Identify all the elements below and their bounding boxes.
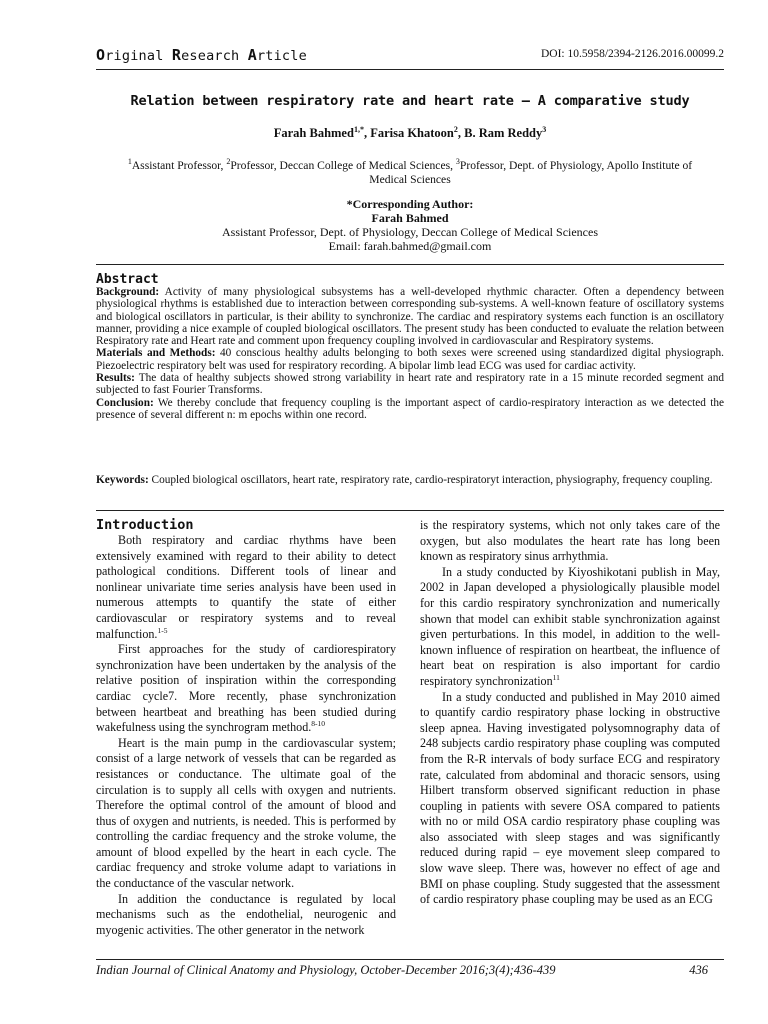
article-type: Original Research Article bbox=[96, 46, 307, 64]
page-header bbox=[96, 46, 724, 66]
section-text: Activity of many physiological subsystems has a well-developed rhythmic character. Often a dependency between physiological rhythms is established due to interaction between corresponding sub-systems. A well-known feature of oscillatory systems and biological oscillators in particular, is their ability to synchronize. The cardiac and respiratory systems each function is an oscillatory manner, providing a nice example of coupled biological oscillators. The present study has been conducted to evaluate the relation between Respiratory rate and Heart rate and comment upon frequency coupling involved in cardiovascular and Respiratory systems. bbox=[96, 286, 724, 348]
paragraph bbox=[96, 533, 396, 642]
body-rule bbox=[96, 510, 724, 511]
author-name: Farisa Khatoon bbox=[370, 126, 454, 141]
corresponding-position: Assistant Professor, Dept. of Physiology, Deccan College of Medical Sciences bbox=[222, 225, 598, 239]
paragraph-text: First approaches for the study of cardiorespiratory synchronization have been undertaken by the analysis of the relative position of inspiration within the corresponding cardiac cycle7. More recently, phase synchronization between heartbeat and breathing has been studied during wakefulness using the synchrogram method. bbox=[96, 642, 396, 735]
corresponding-author bbox=[96, 197, 724, 253]
left-column bbox=[96, 518, 396, 938]
page-footer bbox=[96, 963, 716, 978]
article-title: Relation between respiratory rate and heart rate – A comparative study bbox=[130, 93, 690, 109]
affiliation-mark: 2 bbox=[226, 157, 231, 166]
paragraph bbox=[420, 565, 720, 690]
introduction-heading: Introduction bbox=[96, 517, 194, 533]
keywords-label: Keywords: bbox=[96, 474, 149, 486]
section-text: 40 conscious healthy adults belonging to both sexes were screened using standardized digital physiograph. Piezoelectric respiratory belt was used for respiratory recording. A bipolar limb lead ECG was used for cardiac activity. bbox=[96, 347, 724, 372]
affiliation-mark: 3 bbox=[455, 157, 460, 166]
affiliation-text: Professor, Deccan College of Medical Sciences, bbox=[230, 158, 456, 172]
keywords bbox=[96, 474, 724, 487]
paragraph: Heart is the main pump in the cardiovascular system; consist of a large network of vessels that can be regarded as resistances or conductance. The ultimate goal of the circulation is to supply all cells with oxygen and nutrients. Therefore the optimal control of the amount of blood and thus of oxygen and nutrients, is needed. This is performed by controlling the cardiac frequency and the stroke volume, the amount of blood expelled by the heart in each cycle. The cardiac frequency and stroke volume adapt to variations in the conductance of the vascular network. bbox=[96, 735, 396, 891]
abstract-results bbox=[96, 372, 724, 397]
paragraph-text: Both respiratory and cardiac rhythms have been extensively examined with regard to their ability to detect pathological conditions. Different tools of linear and nonlinear univariate time series analysis have been used in numerous attempts to quantify the state of either cardiovascular or respiratory systems and to reveal malfunction. bbox=[96, 533, 396, 641]
corresponding-name: Farah Bahmed bbox=[371, 211, 449, 225]
citation-ref: 1-5 bbox=[157, 625, 168, 635]
abstract-rule bbox=[96, 264, 724, 265]
section-text: The data of healthy subjects showed strong variability in heart rate and respiratory rate in a 15 minute recorded segment and subjected to fast Fourier Transforms. bbox=[96, 372, 724, 397]
journal-citation: Indian Journal of Clinical Anatomy and Physiology, October-December 2016;3(4);436-439 bbox=[96, 963, 556, 977]
section-label: Background: bbox=[96, 286, 160, 298]
keywords-text: Coupled biological oscillators, heart rate, respiratory rate, cardio-respiratoryt interaction, physiography, frequency coupling. bbox=[148, 474, 713, 486]
abstract-conclusion bbox=[96, 397, 724, 422]
abstract-body bbox=[96, 286, 724, 421]
paragraph-text: In a study conducted by Kiyoshikotani publish in May, 2002 in Japan developed a physiologically plausible model for this cardio respiratory synchronization and numerically shown that model can exhibit stable synchronization against given perturbations. In this model, in addition to the well-known influence of respiration on heartbeat, the influence of heart beat on respiration is also important for cardio respiratory synchronization bbox=[420, 564, 720, 688]
author-affiliation-mark: 3 bbox=[542, 125, 547, 134]
author-name: Farah Bahmed bbox=[273, 126, 354, 141]
section-label: Results: bbox=[96, 372, 135, 385]
affiliation-mark: 1 bbox=[127, 157, 132, 166]
right-column bbox=[420, 518, 720, 908]
author-affiliation-mark: 2 bbox=[453, 125, 458, 134]
abstract-methods bbox=[96, 347, 724, 372]
author-list: Farah Bahmed$^{1,*}$, Farisa Khatoon$^2$, B. Ram Reddy$^3$ bbox=[273, 125, 547, 141]
page-number: 436 bbox=[689, 963, 708, 977]
corresponding-label: *Corresponding Author: bbox=[346, 197, 474, 211]
paragraph: In a study conducted and published in May 2010 aimed to quantify cardio respiratory phase locking in obstructive sleep apnea. Having investigated polysomnography data of 248 subjects cardio respiratory phase coupling was computed from the R-R intervals of body surface ECG and respiratory rate, calculated from abdominal and thoracic sensors, using Hilbert transform observed significant reduction in phase coupling in patients with severe OSA compared to patients with no or mild OSA cardio respiratory phase coupling was also associated with sleep stages and was significantly reduced during rapid – eye movement sleep compared to slow wave sleep. There was, however no effect of age and BMI on phase coupling. Study suggested that the assessment of cardio respiratory phase coupling may be used as an ECG bbox=[420, 689, 720, 907]
paragraph bbox=[96, 642, 396, 736]
section-label: Conclusion: bbox=[96, 396, 154, 409]
citation-ref: 8-10 bbox=[311, 719, 326, 729]
affiliation-text: Professor, Dept. of Physiology, Apollo Institute of Medical Sciences bbox=[369, 158, 693, 186]
section-text: We thereby conclude that frequency coupling is the important aspect of cardio-respiratory interaction as we detected the presence of several different n: m epochs within one record. bbox=[96, 396, 724, 421]
abstract-heading: Abstract bbox=[96, 272, 159, 287]
section-label: Materials and Methods: bbox=[96, 347, 216, 360]
author-affiliation-mark: 1,* bbox=[353, 125, 364, 134]
doi: DOI: 10.5958/2394-2126.2016.00099.2 bbox=[540, 48, 724, 60]
affiliation-text: Assistant Professor, bbox=[131, 158, 227, 172]
paragraph: In addition the conductance is regulated by local mechanisms such as the endothelial, neurogenic and myogenic activities. The other generator in the network bbox=[96, 891, 396, 937]
citation-ref: 11 bbox=[552, 672, 560, 682]
paragraph-continued: is the respiratory systems, which not only takes care of the oxygen, but also modulates the heart rate has long been known as respiratory sinus arrhythmia. bbox=[420, 518, 720, 564]
corresponding-email[interactable]: Email: farah.bahmed@gmail.com bbox=[328, 239, 492, 253]
author-name: B. Ram Reddy bbox=[464, 126, 543, 141]
affiliations bbox=[110, 155, 710, 187]
header-rule bbox=[96, 69, 724, 70]
footer-rule bbox=[96, 959, 724, 960]
abstract-background bbox=[96, 286, 724, 347]
